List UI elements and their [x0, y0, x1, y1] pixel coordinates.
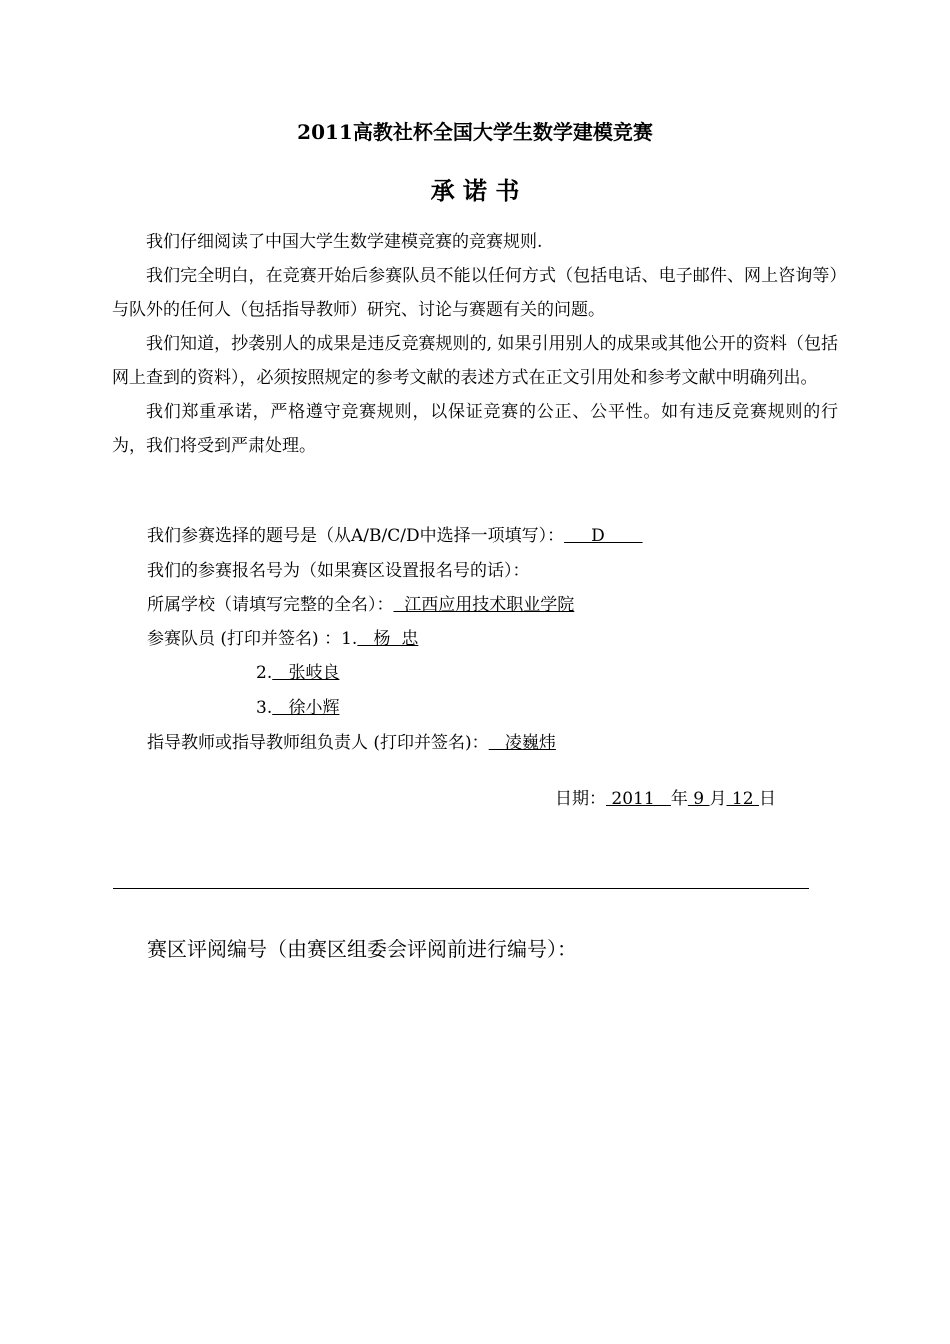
school-label: 所属学校（请填写完整的全名）： [147, 595, 394, 615]
pledge-paragraph-4: 我们郑重承诺，严格遵守竞赛规则，以保证竞赛的公正、公平性。如有违反竞赛规则的行为，我们将受到严肃处理。 [112, 402, 838, 456]
date-line [555, 787, 776, 811]
problem-choice-value: D [564, 526, 643, 546]
pledge-heading: 承 诺 书 [430, 176, 520, 205]
team-member-3-line [256, 696, 339, 720]
date-day: 12 [726, 789, 759, 809]
team-member-1-line [147, 627, 418, 651]
member-3-name: 徐小辉 [272, 698, 340, 718]
page-title: 2011高教社杯全国大学生数学建模竞赛 [297, 120, 653, 144]
date-label: 日期： [555, 789, 606, 809]
date-year: 2011 [606, 789, 671, 809]
date-month-unit: 月 [709, 789, 727, 809]
team-member-2-line [256, 661, 339, 685]
problem-choice-label: 我们参赛选择的题号是（从A/B/C/D中选择一项填写）： [147, 526, 565, 546]
registration-number-label: 我们的参赛报名号为（如果赛区设置报名号的话）： [147, 561, 530, 581]
advisor-line [147, 731, 556, 755]
pledge-paragraph-2: 我们完全明白，在竞赛开始后参赛队员不能以任何方式（包括电话、电子邮件、网上咨询等）与队外的任何人（包括指导教师）研究、讨论与赛题有关的问题。 [112, 266, 838, 320]
problem-choice-line [147, 524, 643, 548]
pledge-paragraph-3: 我们知道，抄袭别人的成果是违反竞赛规则的, 如果引用别人的成果或其他公开的资料（包括网上查到的资料），必须按照规定的参考文献的表述方式在正文引用处和参考文献中明确列出。 [112, 334, 838, 388]
review-number-label: 赛区评阅编号（由赛区组委会评阅前进行编号）： [147, 937, 577, 961]
school-line [147, 593, 574, 617]
section-divider [113, 888, 809, 889]
member-3-number: 3. [256, 698, 273, 718]
pledge-body [112, 225, 838, 463]
advisor-label: 指导教师或指导教师组负责人 (打印并签名)： [147, 733, 489, 753]
pledge-paragraph-1: 我们仔细阅读了中国大学生数学建模竞赛的竞赛规则. [146, 232, 543, 252]
date-day-unit: 日 [758, 789, 776, 809]
member-2-number: 2. [256, 663, 273, 683]
advisor-name: 凌巍炜 [488, 733, 556, 753]
registration-number-line [147, 559, 530, 583]
team-members-label: 参赛队员 (打印并签名) ： [147, 629, 342, 649]
member-1-number: 1. [341, 629, 358, 649]
member-1-name: 杨 忠 [357, 629, 419, 649]
review-number-line [147, 933, 577, 962]
date-year-unit: 年 [670, 789, 688, 809]
date-month: 9 [687, 789, 710, 809]
member-2-name: 张岐良 [272, 663, 340, 683]
school-value: 江西应用技术职业学院 [393, 595, 575, 615]
